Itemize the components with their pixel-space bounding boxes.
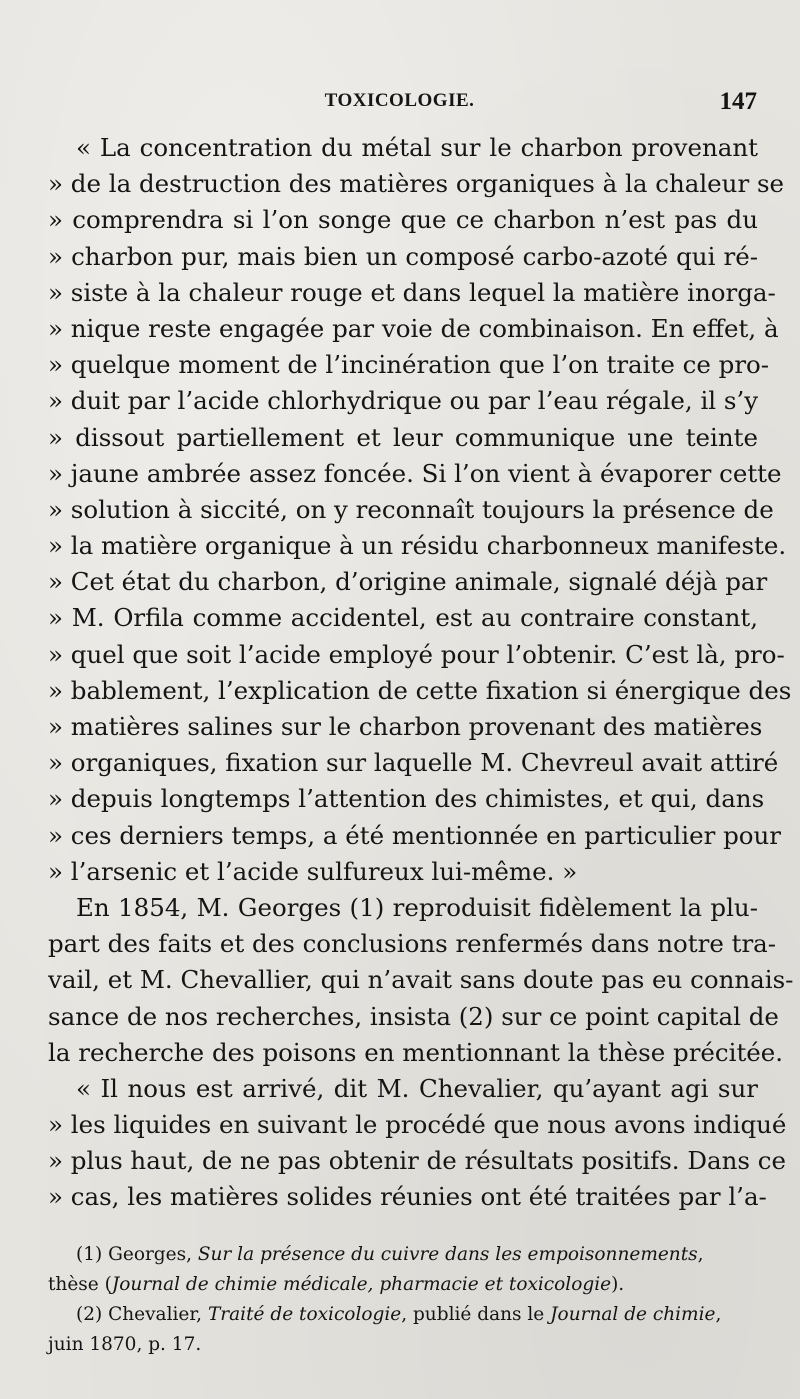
footnote-1-punct: ,: [697, 1244, 704, 1265]
text-line: » nique reste engagée par voie de combinaison. En effet, à: [48, 313, 779, 343]
body-text: [48, 130, 794, 1216]
footnote-1-line-1: [48, 1240, 760, 1270]
text-line: vail, et M. Chevallier, qui n’avait sans doute pas eu connais-: [48, 965, 794, 995]
text-line: « Il nous est arrivé, dit M. Chevalier, qu’ayant agi sur: [76, 1073, 758, 1103]
text-line: la recherche des poisons en mentionnant la thèse précitée.: [48, 1037, 784, 1067]
text-line: » Cet état du charbon, d’origine animale, signalé déjà par: [48, 567, 768, 597]
text-line: » organiques, fixation sur laquelle M. Chevreul avait attiré: [48, 748, 779, 778]
text-line: » siste à la chaleur rouge et dans lequel la matière inorga-: [48, 277, 776, 307]
text-line: » la matière organique à un résidu charbonneux manifeste.: [48, 531, 787, 561]
text-line: » dissout partiellement et leur communique une teinte: [48, 422, 758, 452]
footnote-1-title: Sur la présence du cuivre dans les empoisonnements: [197, 1244, 698, 1265]
footnote-1-marker: (1) Georges,: [76, 1244, 198, 1265]
footnote-2-middle: , publié dans le: [401, 1304, 551, 1325]
text-line: » l’arsenic et l’acide sulfureux lui-même. »: [48, 856, 578, 886]
text-line: « La concentration du métal sur le charbon provenant: [76, 133, 758, 162]
page-header: [42, 90, 757, 120]
text-line: » cas, les matières solides réunies ont été traitées par l’a-: [48, 1182, 767, 1212]
text-line: » depuis longtemps l’attention des chimistes, et qui, dans: [48, 784, 765, 814]
footnote-2-marker: (2) Chevalier,: [76, 1304, 208, 1325]
text-line: » quel que soit l’acide employé pour l’obtenir. C’est là, pro-: [48, 639, 785, 669]
text-line: » charbon pur, mais bien un composé carbo-azoté qui ré-: [48, 241, 758, 271]
footnote-2-punct: ,: [715, 1304, 722, 1325]
footnote-2-line-1: [48, 1300, 760, 1330]
text-line: En 1854, M. Georges (1) reproduisit fidèlement la plu-: [76, 892, 758, 922]
text-line: » ces derniers temps, a été mentionnée en particulier pour: [48, 820, 782, 850]
footnote-2-title: Traité de toxicologie: [207, 1304, 402, 1325]
text-line: » M. Orfila comme accidentel, est au contraire constant,: [48, 603, 758, 633]
text-line: » jaune ambrée assez foncée. Si l’on vient à évaporer cette: [48, 458, 782, 488]
text-line: » solution à siccité, on y reconnaît toujours la présence de: [48, 494, 774, 524]
text-line: » matières salines sur le charbon provenant des matières: [48, 712, 763, 741]
running-title: TOXICOLOGIE.: [324, 90, 475, 111]
footnote-1-journal: Journal de chimie médicale, pharmacie et toxicologie: [111, 1274, 612, 1295]
text-line: part des faits et des conclusions renfermés dans notre tra-: [48, 929, 777, 959]
footnote-2-journal: Journal de chimie: [550, 1304, 716, 1325]
text-line: » quelque moment de l’incinération que l’on traite ce pro-: [48, 350, 770, 380]
text-line: sance de nos recherches, insista (2) sur ce point capital de: [48, 1001, 779, 1031]
text-line: » duit par l’acide chlorhydrique ou par l’eau régale, il s’y: [48, 386, 759, 416]
footnote-2-line-2: juin 1870, p. 17.: [48, 1334, 202, 1355]
text-line: » comprendra si l’on songe que ce charbon n’est pas du: [48, 205, 758, 235]
text-line: » bablement, l’explication de cette fixation si énergique des: [48, 675, 792, 705]
text-line: » les liquides en suivant le procédé que nous avons indiqué: [48, 1110, 787, 1140]
text-line: » plus haut, de ne pas obtenir de résultats positifs. Dans ce: [48, 1146, 786, 1176]
footnote-1-line-2: [48, 1270, 760, 1300]
page-number: 147: [719, 88, 757, 115]
text-line: » de la destruction des matières organiques à la chaleur se: [48, 169, 785, 199]
footnotes: [48, 1240, 760, 1360]
footnote-1-close: ).: [611, 1274, 625, 1295]
footnote-1-lead: thèse (: [48, 1274, 112, 1295]
